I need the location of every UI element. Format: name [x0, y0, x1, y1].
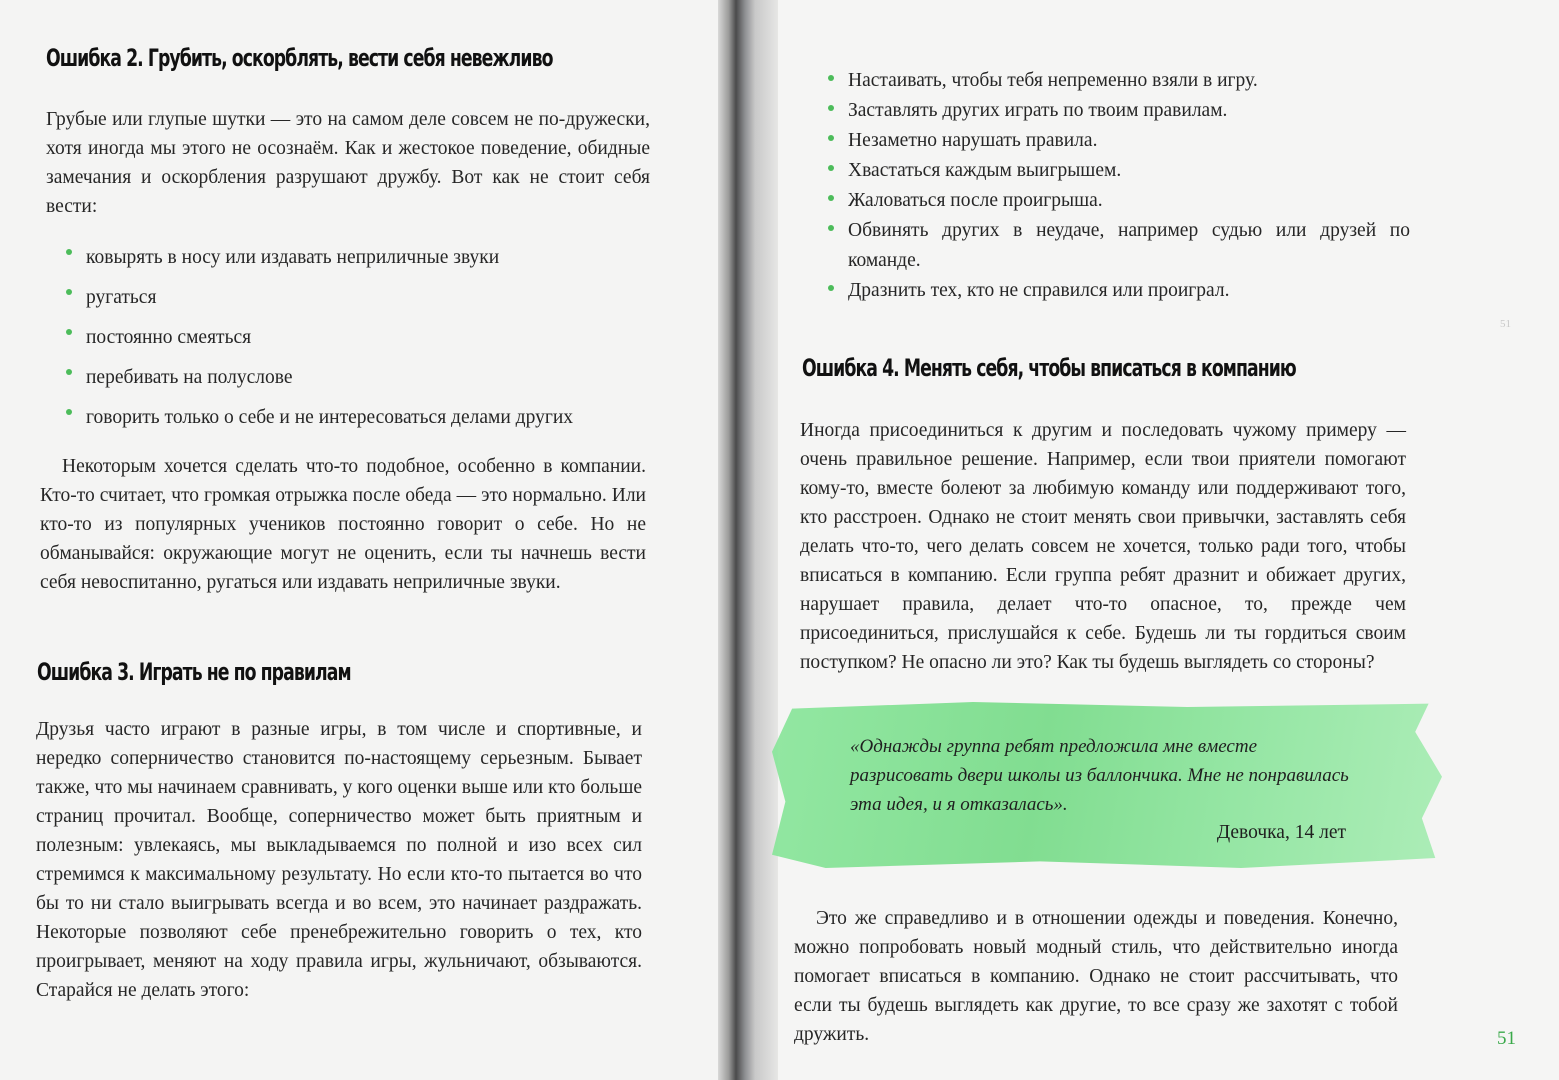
list-item: Заставлять других играть по твоим правилам. — [826, 96, 1410, 126]
margin-mark: 51 — [1500, 318, 1511, 330]
list-item: Жаловаться после проигрыша. — [826, 186, 1410, 216]
section-3-body: Друзья часто играют в разные игры, в том числе и спортивные, и нередко соперничество становится по-настоящему серьезным. Бывает также, что мы начинаем сравнивать, у кого оценки выше или кто больше страниц прочитал. Вообще, соперничество может быть приятным и полезным: увлекаясь, мы выкладываемся по полной и изо всех сил стремимся к максимальному результату. Но если кто-то пытается во что бы то ни стало выигрывать всегда и во всем, это начинает раздражать. Некоторые позволяют себе пренебрежительно говорить о тех, кто проигрывает, меняют на ходу правила игры, жульничают, обзываются. Старайся не делать этого: — [36, 719, 642, 1001]
list-item: ковырять в носу или издавать неприличные звуки — [64, 240, 664, 280]
section-2-followup: Некоторым хочется сделать что-то подобное, особенно в компании. Кто-то считает, что громкая отрыжка после обеда — это нормально. Или кто-то из популярных учеников постоянно говорит о себе. Но не обманывайся: окружающие могут не оценить, если ты начнешь вести себя невоспитанно, ругаться или издавать неприличные звуки. — [40, 456, 646, 593]
list-item: говорить только о себе и не интересоваться делами других — [64, 400, 664, 440]
book-gutter — [718, 0, 778, 1080]
quote-author: Девочка, 14 лет — [1216, 822, 1346, 843]
bullet-dot-icon — [66, 369, 72, 375]
section-4-body: Иногда присоединиться к другим и последовать чужому примеру — очень правильное решение. Например, если твои приятели помогают кому-то, вместе болеют за любимую команду или поддерживают того, кто расстроен. Однако не стоит менять свои привычки, заставлять себя делать что-то, чего делать совсем не хочется, только ради того, чтобы вписаться в компанию. Если группа ребят дразнит и обижает других, нарушает правила, делает что-то опасное, то, прежде чем присоединиться, прислушайся к себе. Будешь ли ты гордиться своим поступком? Не опасно ли это? Как ты будешь выглядеть со стороны? — [800, 420, 1406, 673]
section-3-heading: Ошибка 3. Играть не по правилам — [37, 658, 351, 686]
section-2-bullet-list — [64, 240, 664, 440]
section-2-heading: Ошибка 2. Грубить, оскорблять, вести себя невежливо — [46, 44, 553, 72]
list-item: Незаметно нарушать правила. — [826, 126, 1410, 156]
list-item: Обвинять других в неудаче, например судью или друзей по команде. — [826, 216, 1410, 276]
list-item: перебивать на полуслове — [64, 360, 664, 400]
section-4-heading: Ошибка 4. Менять себя, чтобы вписаться в компанию — [802, 354, 1296, 382]
list-item: Дразнить тех, кто не справился или проиграл. — [826, 276, 1410, 306]
bullet-dot-icon — [828, 105, 834, 111]
page-number: 51 — [1497, 1028, 1516, 1049]
bullet-dot-icon — [66, 289, 72, 295]
bullet-dot-icon — [828, 225, 834, 231]
bullet-dot-icon — [828, 285, 834, 291]
bullet-dot-icon — [66, 329, 72, 335]
bullet-dot-icon — [828, 75, 834, 81]
list-item: постоянно смеяться — [64, 320, 664, 360]
bullet-dot-icon — [828, 135, 834, 141]
closing-paragraph: Это же справедливо и в отношении одежды и поведения. Конечно, можно попробовать новый модный стиль, что действительно иногда помогает вписаться в компанию. Однако не стоит рассчитывать, что если ты будешь выглядеть как другие, то все сразу же захотят с тобой дружить. — [794, 908, 1398, 1045]
list-item: ругаться — [64, 280, 664, 320]
quote-highlight-box — [772, 702, 1442, 868]
bullet-dot-icon — [828, 165, 834, 171]
bullet-dot-icon — [66, 249, 72, 255]
list-item: Хвастаться каждым выигрышем. — [826, 156, 1410, 186]
list-item: Настаивать, чтобы тебя непременно взяли в игру. — [826, 66, 1410, 96]
section-2-intro: Грубые или глупые шутки — это на самом деле совсем не по-дружески, хотя иногда мы этого не осознаём. Как и жестокое поведение, обидные замечания и оскорбления разрушают дружбу. Вот как не стоит себя вести: — [46, 109, 650, 217]
bullet-dot-icon — [66, 409, 72, 415]
quote-text: «Однажды группа ребят предложила мне вместе разрисовать двери школы из баллончика. Мне не понравилась эта идея, и я отказалась». — [850, 736, 1349, 815]
rules-bullet-list — [826, 66, 1410, 306]
bullet-dot-icon — [828, 195, 834, 201]
